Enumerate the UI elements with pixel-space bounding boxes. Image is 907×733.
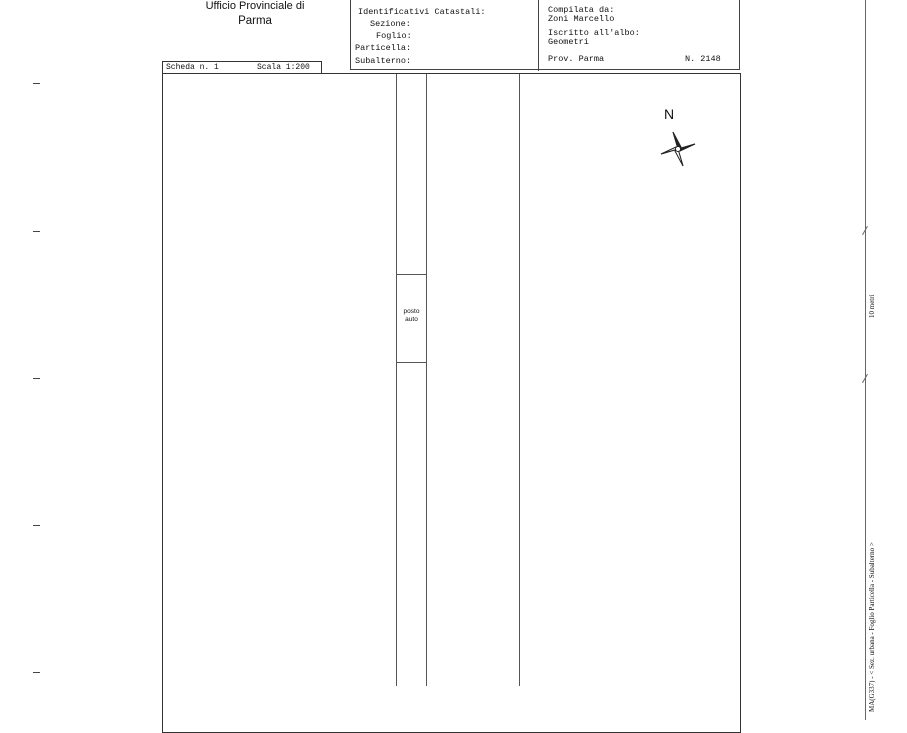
scheda-number: Scheda n. 1 xyxy=(166,63,219,72)
foglio-label: Foglio: xyxy=(376,31,412,41)
margin-tick xyxy=(33,672,40,673)
margin-tick xyxy=(33,525,40,526)
albo-value: Geometri xyxy=(548,37,589,47)
compass-rose-icon xyxy=(657,128,699,170)
catasto-title: Identificativi Catastali: xyxy=(358,7,486,17)
margin-tick xyxy=(33,83,40,84)
compilata-label: Compilata da: xyxy=(548,5,615,15)
plan-wall-right xyxy=(426,74,427,686)
side-ruler xyxy=(865,0,866,720)
office-title: Ufficio Provinciale di xyxy=(205,0,305,12)
north-label: N xyxy=(664,106,675,122)
parking-label xyxy=(397,308,426,324)
catasto-box xyxy=(350,0,740,70)
margin-tick xyxy=(33,231,40,232)
parking-top-line xyxy=(396,274,427,275)
plan-boundary-line xyxy=(519,74,520,686)
parking-bottom-line xyxy=(396,362,427,363)
sheet-header xyxy=(162,61,322,73)
subalterno-label: Subalterno: xyxy=(355,56,412,66)
parking-label-line1: posto xyxy=(403,308,420,315)
parking-label-line2: auto xyxy=(405,316,418,323)
province-label: Prov. Parma xyxy=(548,54,605,64)
ruler-label: 10 metri xyxy=(868,294,876,318)
scale-label: Scala 1:200 xyxy=(257,63,310,72)
particella-label: Particella: xyxy=(355,43,412,53)
office-city: Parma xyxy=(238,15,272,27)
iscritto-label: Iscritto all'albo: xyxy=(548,28,640,38)
compiler-name: Zoni Marcello xyxy=(548,14,615,24)
cadastral-reference-text: MA(G337) - < Sez. urbana - Foglio Particella - Subalterno > xyxy=(868,542,876,712)
sezione-label: Sezione: xyxy=(370,19,411,29)
plan-frame xyxy=(162,73,741,733)
catasto-divider xyxy=(538,0,539,71)
registration-number: N. 2148 xyxy=(685,54,721,64)
margin-tick xyxy=(33,378,40,379)
plan-wall-left xyxy=(396,74,397,686)
